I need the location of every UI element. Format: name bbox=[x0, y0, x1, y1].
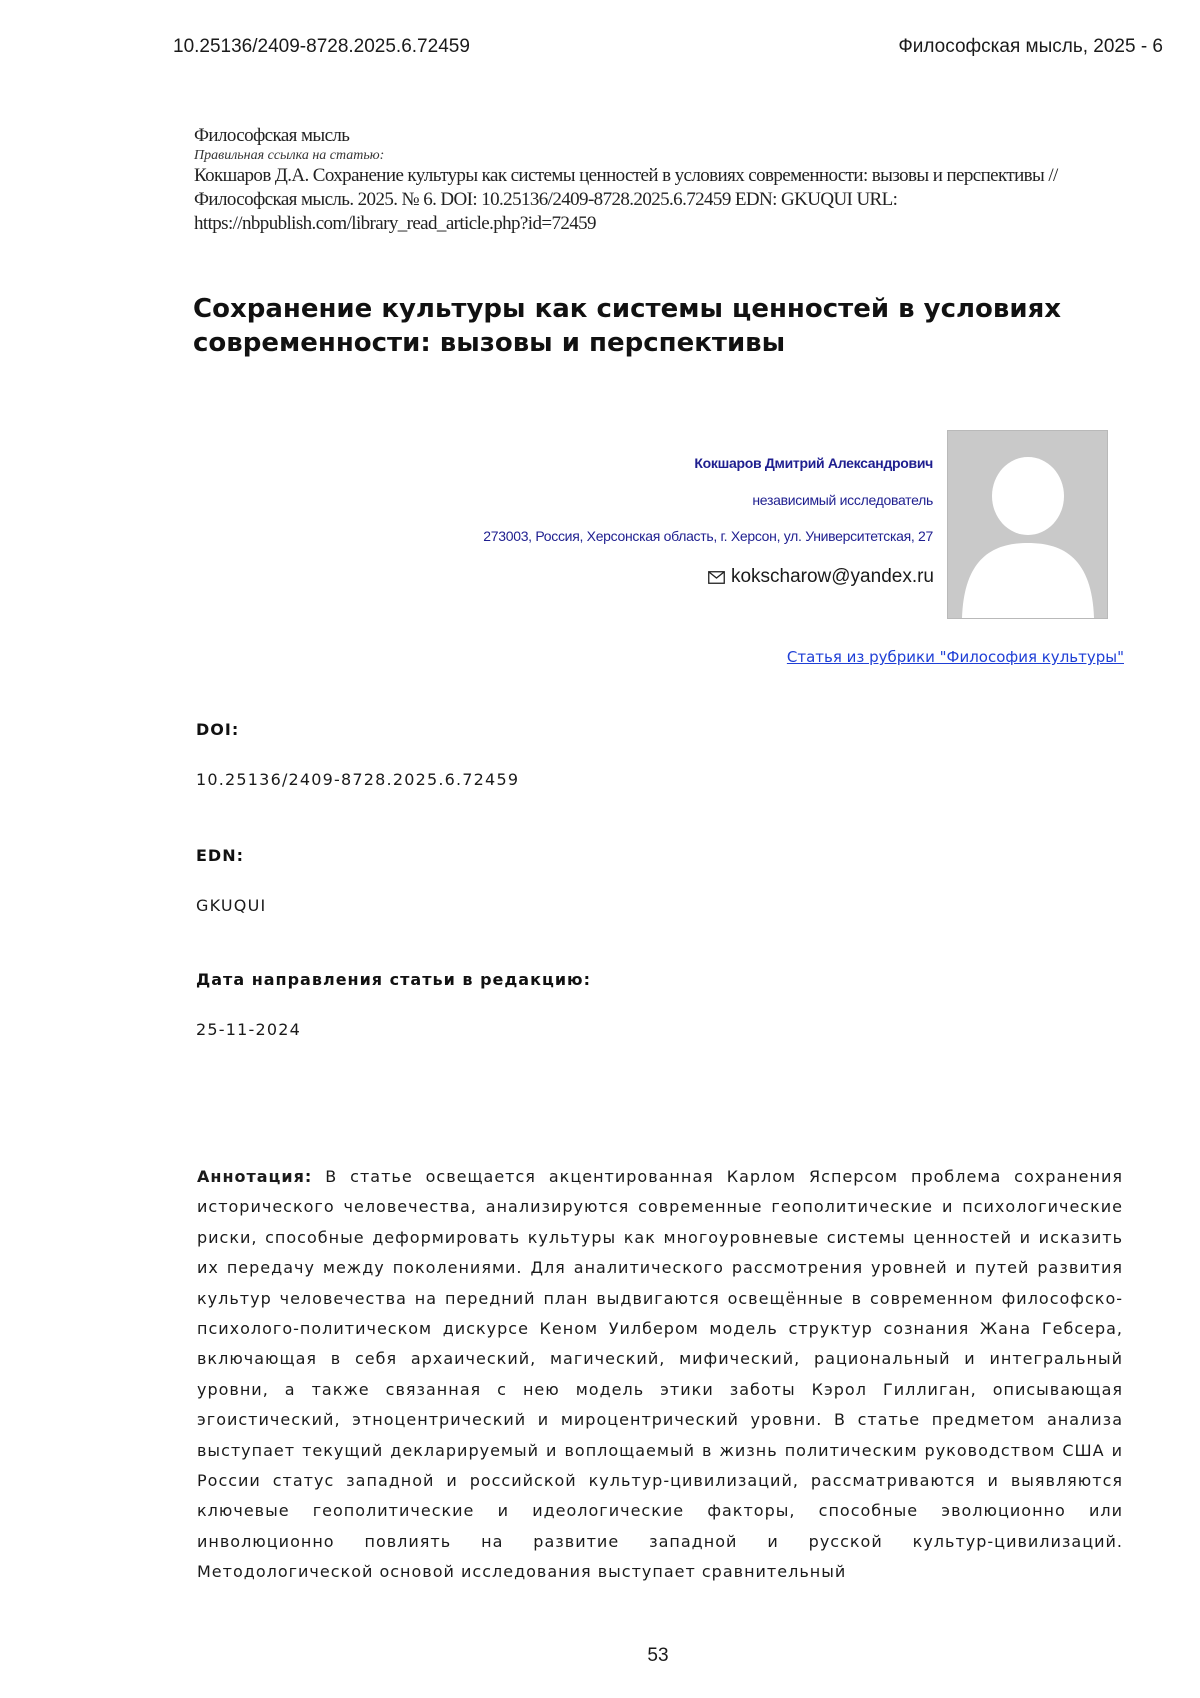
submission-date-label: Дата направления статьи в редакцию: bbox=[196, 970, 591, 989]
doi-label: DOI: bbox=[196, 720, 239, 739]
rubric-link[interactable]: Статья из рубрики "Философия культуры" bbox=[787, 648, 1124, 666]
header-doi: 10.25136/2409-8728.2025.6.72459 bbox=[173, 36, 470, 58]
avatar bbox=[947, 430, 1108, 619]
author-role: независимый исследователь bbox=[752, 492, 933, 508]
envelope-icon bbox=[708, 571, 725, 584]
author-email[interactable] bbox=[708, 566, 934, 588]
author-email-text[interactable]: kokscharow@yandex.ru bbox=[731, 566, 934, 588]
author-address: 273003, Россия, Херсонская область, г. Херсон, ул. Университетская, 27 bbox=[483, 528, 933, 544]
header-journal-issue: Философская мысль, 2025 - 6 bbox=[898, 36, 1163, 58]
abstract bbox=[197, 1162, 1123, 1588]
submission-date-value: 25-11-2024 bbox=[196, 1020, 301, 1039]
journal-name: Философская мысль bbox=[194, 124, 1094, 148]
abstract-text: В статье освещается акцентированная Карлом Ясперсом проблема сохранения исторического человечества, анализируются современные геополитические и психологические риски, способные деформировать культуры как многоуровневые системы ценностей и исказить их передачу между поколениями. Для аналитического рассмотрения уровней и путей развития культур человечества на передний план выдвигаются освещённые в современном философско-психолого-политическом дискурсе Кеном Уилбером модель структур сознания Жана Гебсера, включающая в себя архаический, магический, мифический, рациональный и интегральный уровни, а также связанная с нею модель этики заботы Кэрол Гиллиган, описывающая эгоистический, этноцентрический и мироцентрический уровни. В статье предметом анализа выступает текущий декларируемый и воплощаемый в жизнь политическим руководством США и России статус западной и российской культур-цивилизаций, рассматриваются и выявляются ключевые геополитические и идеологические факторы, способные эволюционно или инволюционно повлиять на развитие западной и русской культур-цивилизаций. Методологической основой исследования выступает сравнительный bbox=[197, 1167, 1123, 1581]
citation-text: Кокшаров Д.А. Сохранение культуры как системы ценностей в условиях современности: вызовы и перспективы // Философская мысль. 2025. № 6. DOI: 10.25136/2409-8728.2025.6.72459 EDN: GKUQUI URL: https://nbpublish.com/library_read_article.php?id=72459 bbox=[194, 164, 1094, 236]
author-name[interactable]: Кокшаров Дмитрий Александрович bbox=[694, 455, 933, 471]
edn-label: EDN: bbox=[196, 846, 244, 865]
citation-note: Правильная ссылка на статью: bbox=[194, 148, 1094, 164]
abstract-label: Аннотация: bbox=[197, 1167, 312, 1186]
edn-value: GKUQUI bbox=[196, 896, 266, 915]
page-number: 53 bbox=[0, 1645, 1200, 1667]
article-title: Сохранение культуры как системы ценностей в условиях современности: вызовы и перспективы bbox=[193, 292, 1123, 360]
doi-value: 10.25136/2409-8728.2025.6.72459 bbox=[196, 770, 519, 789]
citation-block bbox=[194, 124, 1094, 236]
